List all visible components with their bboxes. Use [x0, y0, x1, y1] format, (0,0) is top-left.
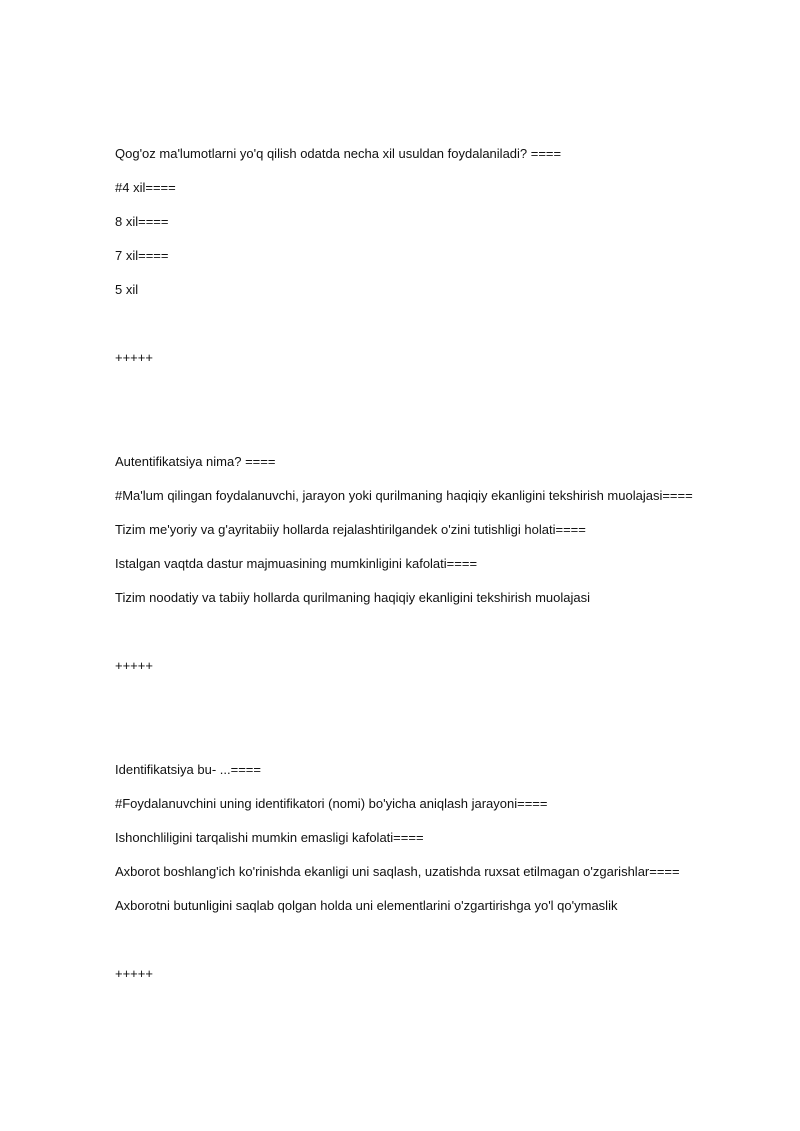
question-1-option-2: 8 xil==== [115, 214, 169, 229]
question-3-option-3: Axborot boshlang'ich ko'rinishda ekanligi uni saqlash, uzatishda ruxsat etilmagan o'zgarishlar==== [115, 864, 680, 879]
question-3-option-4: Axborotni butunligini saqlab qolgan holda uni elementlarini o'zgartirishga yo'l qo'ymaslik [115, 898, 618, 913]
question-3-text: Identifikatsiya bu- ...==== [115, 762, 261, 777]
question-2-text: Autentifikatsiya nima? ==== [115, 454, 276, 469]
question-1-separator: +++++ [115, 350, 153, 365]
question-1-option-4: 5 xil [115, 282, 139, 297]
question-2-option-3: Istalgan vaqtda dastur majmuasining mumkinligini kafolati==== [115, 556, 478, 571]
question-2-separator: +++++ [115, 658, 153, 673]
question-3-separator: +++++ [115, 966, 153, 981]
question-1-text: Qog'oz ma'lumotlarni yo'q qilish odatda necha xil usuldan foydalaniladi? ==== [115, 146, 562, 161]
question-1-option-1: #4 xil==== [115, 180, 176, 195]
question-2-option-4: Tizim noodatiy va tabiiy hollarda qurilmaning haqiqiy ekanligini tekshirish muolajasi [115, 590, 590, 605]
question-2-option-1: #Ma'lum qilingan foydalanuvchi, jarayon yoki qurilmaning haqiqiy ekanligini tekshirish muolajasi==== [115, 488, 693, 503]
question-3-option-1: #Foydalanuvchini uning identifikatori (nomi) bo'yicha aniqlash jarayoni==== [115, 796, 548, 811]
question-2-option-2: Tizim me'yoriy va g'ayritabiiy hollarda rejalashtirilgandek o'zini tutishligi holati==== [115, 522, 586, 537]
question-1-option-3: 7 xil==== [115, 248, 169, 263]
question-3-option-2: Ishonchliligini tarqalishi mumkin emasligi kafolati==== [115, 830, 424, 845]
